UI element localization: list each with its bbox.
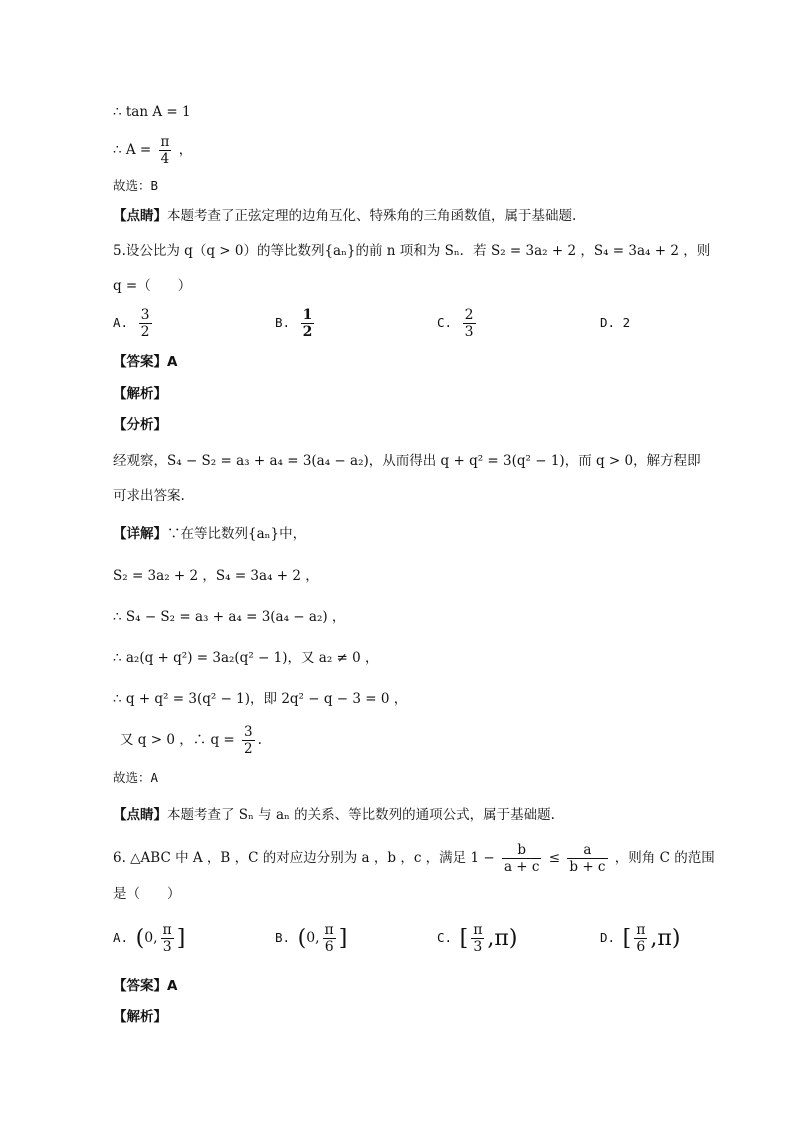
denominator: 2 (140, 324, 150, 340)
numerator: b (502, 842, 542, 859)
fraction (161, 922, 174, 955)
fraction (463, 307, 476, 340)
text-fragment: 本题考查了正弦定理的边角互化、特殊角的三角函数值，属于基础题. (167, 208, 577, 224)
text-line (113, 1007, 167, 1027)
numerator: π (324, 922, 334, 938)
denominator: 3 (473, 939, 483, 955)
bracket: [ (622, 926, 632, 951)
answer-tag: 【答案】A (113, 354, 178, 370)
text-line: S₂ = 3a₂ + 2 ，S₄ = 3a₄ + 2 ， (113, 568, 319, 584)
fraction (567, 842, 607, 875)
option-letter: A. (113, 315, 129, 330)
numerator: π (162, 922, 172, 938)
fraction (323, 922, 336, 955)
option-c (437, 922, 517, 955)
text-fragment: 6. △ABC 中 A ，B ，C 的对应边分别为 a ，b ，c ，满足 1 − (113, 850, 495, 866)
bracket: ,π) (650, 926, 681, 951)
fraction (471, 922, 484, 955)
denominator: 3 (464, 324, 474, 340)
option-c (437, 307, 479, 340)
numerator: 1 (302, 307, 313, 323)
denominator: 2 (302, 324, 313, 340)
question-text: 5.设公比为 q（q > 0）的等比数列{aₙ}的前 n 项和为 Sₙ．若 S₂ = 3a₂ + 2 ，S₄ = 3a₄ + 2 ，则 (113, 243, 711, 259)
text-line (120, 724, 262, 757)
text-fragment: ≤ (548, 850, 561, 866)
text-line: 故选：A (113, 770, 159, 785)
denominator: 6 (324, 939, 334, 955)
bracket: [ (459, 926, 469, 951)
question-text: 是（ ） (113, 886, 181, 902)
text-line (113, 415, 167, 435)
answer-tag: 【答案】A (113, 978, 178, 994)
option-b (275, 922, 347, 955)
text-line: ∴ q + q² = 3(q² − 1)，即 2q² − q − 3 = 0 ， (113, 691, 408, 707)
bracket: ,π) (487, 926, 518, 951)
text-line: 故选：B (113, 178, 159, 193)
denominator: 3 (162, 939, 172, 955)
denominator: 2 (244, 741, 253, 757)
numerator: a (567, 842, 607, 859)
numerator: 3 (244, 724, 253, 740)
option-letter: A. (113, 930, 129, 945)
text-line: ∴ tan A = 1 (113, 104, 191, 120)
text-line: ∴ S₄ − S₂ = a₃ + a₄ = 3(a₄ − a₂) ， (113, 609, 346, 625)
denominator: b + c (569, 859, 606, 875)
numerator: π (636, 922, 646, 938)
text-fragment: . (257, 732, 262, 748)
text-line (113, 206, 576, 226)
denominator: a + c (503, 859, 540, 875)
option-letter: B. (275, 930, 291, 945)
text-line (113, 134, 192, 167)
section-tag: 【详解】 (113, 526, 167, 542)
option-letter: D. (600, 315, 616, 330)
option-value: 0, (144, 930, 158, 946)
text-fragment: ∴ A = (113, 142, 152, 158)
text-fragment: 本题考查了 Sₙ 与 aₙ 的关系、等比数列的通项公式，属于基础题. (167, 807, 555, 823)
option-a (113, 922, 185, 955)
bracket: ( (297, 926, 307, 951)
section-tag: 【点睛】 (113, 208, 167, 224)
text-line: 经观察，S₄ − S₂ = a₃ + a₄ = 3(a₄ − a₂)，从而得出 q + q² = 3(q² − 1)，而 q > 0，解方程即 (113, 453, 701, 469)
fraction (301, 307, 315, 340)
denominator: 4 (160, 151, 170, 167)
fraction (139, 307, 152, 340)
section-tag: 【解析】 (113, 386, 167, 402)
text-line (113, 352, 177, 372)
option-letter: D. (600, 930, 616, 945)
fraction (634, 922, 647, 955)
option-letter: C. (437, 315, 453, 330)
text-line: ∴ a₂(q + q²) = 3a₂(q² − 1)，又 a₂ ≠ 0 ， (113, 650, 379, 666)
text-fragment: ，则角 C 的范围 (614, 850, 715, 866)
bracket: ] (338, 926, 348, 951)
text-fragment: ， (178, 142, 193, 158)
text-line (113, 805, 555, 825)
text-fragment: 又 q > 0 ，∴ q = (120, 732, 235, 748)
bracket: ] (176, 926, 186, 951)
text-line (113, 384, 167, 404)
section-tag: 【解析】 (113, 1009, 167, 1025)
numerator: 2 (464, 307, 474, 323)
fraction (502, 842, 542, 875)
numerator: 3 (140, 307, 150, 323)
question-text: q =（ ） (113, 278, 192, 294)
option-a (113, 307, 155, 340)
fraction (159, 134, 172, 167)
numerator: π (473, 922, 483, 938)
option-value: 2 (622, 315, 631, 330)
question-text (113, 842, 715, 875)
section-tag: 【点睛】 (113, 807, 167, 823)
option-value: 0, (306, 930, 320, 946)
text-fragment: ∵在等比数列{aₙ}中， (167, 526, 307, 542)
text-line (113, 976, 177, 996)
option-letter: B. (275, 315, 291, 330)
numerator: π (160, 134, 170, 150)
text-line (113, 524, 306, 544)
denominator: 6 (636, 939, 646, 955)
fraction (242, 724, 255, 757)
option-d (600, 922, 680, 955)
bracket: ( (135, 926, 145, 951)
option-b (275, 307, 317, 340)
option-letter: C. (437, 930, 453, 945)
option-d (600, 315, 630, 330)
text-line: 可求出答案. (113, 488, 185, 504)
section-tag: 【分析】 (113, 417, 167, 433)
